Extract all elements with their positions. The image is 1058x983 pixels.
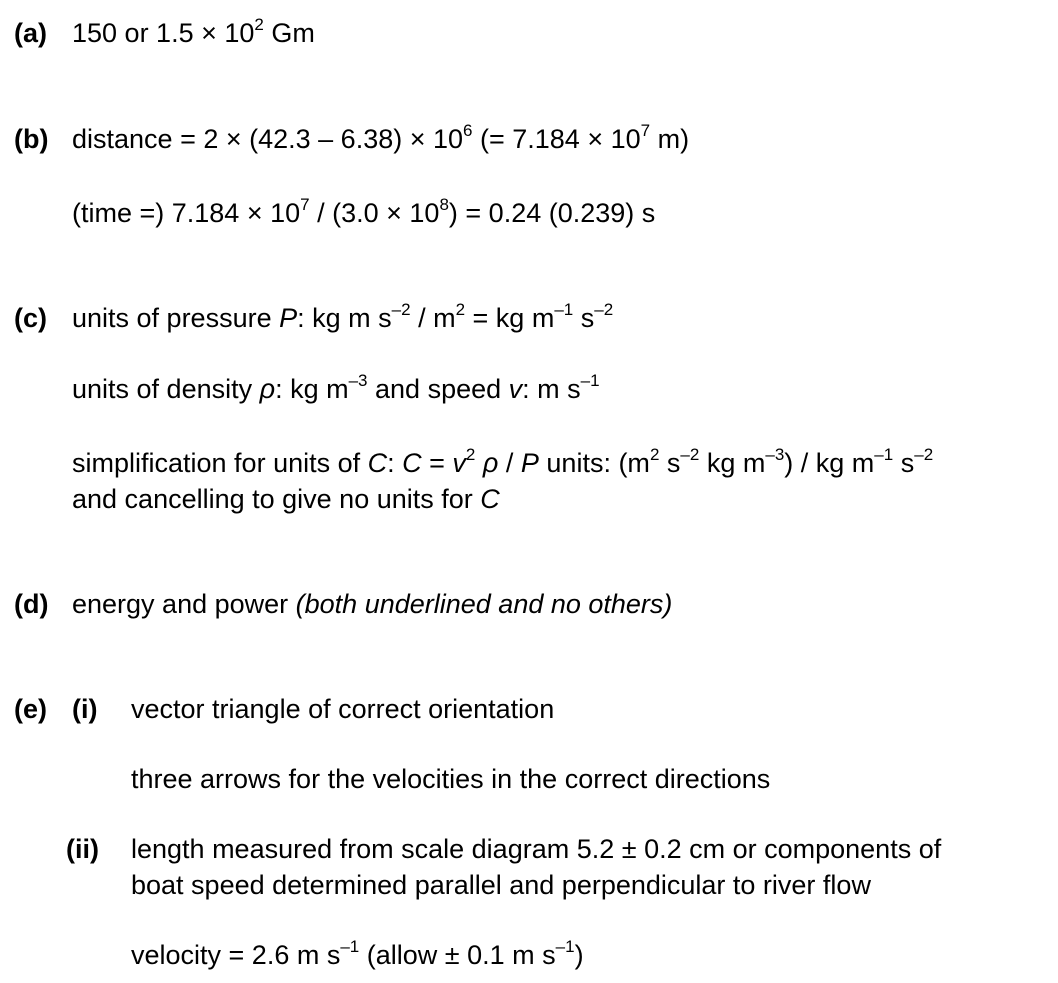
part-e-ii-velocity: velocity = 2.6 m $s^{-1}$ (allow ± 0.1 m $s^{-1}$) (131, 937, 584, 970)
part-e-ii-line2: boat speed determined parallel and perpendicular to river flow (131, 870, 871, 900)
part-b-label: (b) (14, 124, 49, 154)
part-e-ii-line1: length measured from scale diagram 5.2 ± 0.2 cm or components of (131, 834, 942, 864)
part-d-note: (both underlined and no others) (295, 589, 673, 619)
part-d-label: (d) (14, 589, 49, 619)
part-c-label: (c) (14, 303, 47, 333)
part-a-label: (a) (14, 18, 47, 48)
part-b-distance: distance = $2 \times (42.3 - 6.38) \times 10^6$ (= $7.184 \times 10^7$ m) (72, 121, 690, 154)
part-e-i-line1: vector triangle of correct orientation (131, 694, 555, 724)
part-e-i-line2: three arrows for the velocities in the correct directions (131, 764, 771, 794)
part-c-pressure-units: units of pressure P: kg m $s^{-2} / m^2$ = kg $m^{-1}$ $s^{-2}$ (72, 300, 614, 333)
part-c-density-speed-units: units of density ρ: kg $m^{-3}$ and speed v: m $s^{-1}$ (72, 371, 600, 404)
part-b-time: (time =) $7.184 \times 10^7 / (3.0 \times 10^8) = 0.24$ (0.239) s (72, 195, 656, 228)
part-e-i-label: (i) (72, 694, 98, 724)
part-c-simplification: simplification for units of C: $C = v^2$ ρ / P units: ($m^2$ $s^{-2}$ kg $m^{-3}$) / kg $m^{-1}$ $s^{-2}$ (72, 445, 934, 478)
part-a-answer: 150 or $1.5 \times 10^2$ Gm (72, 15, 315, 48)
part-e-label: (e) (14, 694, 47, 724)
part-d-answer: energy and power (both underlined and no others) (72, 589, 673, 619)
part-c-conclusion: and cancelling to give no units for C (72, 484, 500, 514)
part-e-ii-label: (ii) (66, 834, 99, 864)
